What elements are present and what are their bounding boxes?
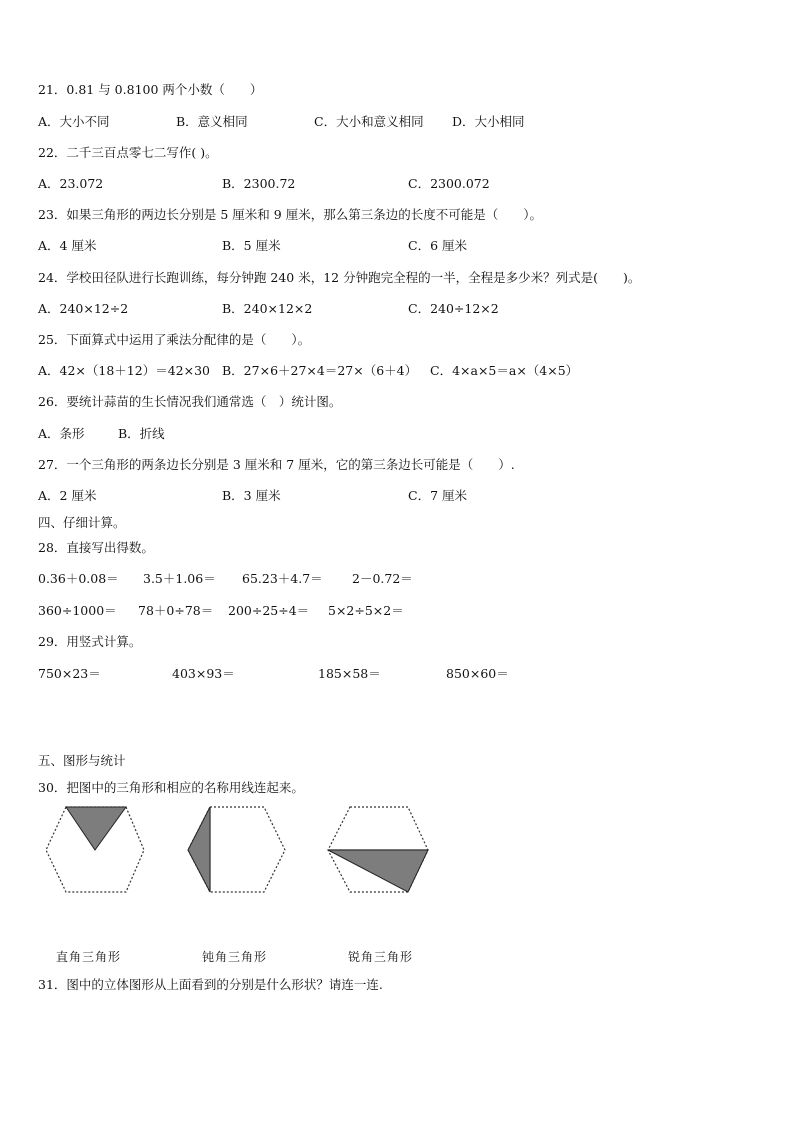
q28-expression: 78＋0÷78＝ [138,603,214,618]
q31-stem: 31．图中的立体图形从上面看到的分别是什么形状？请连一连. [38,977,383,992]
label-acute-triangle[interactable]: 锐角三角形 [348,950,414,964]
q26-option-b[interactable]: B．折线 [118,426,165,441]
obtuse-triangle-shape[interactable] [188,807,210,892]
q25-stem: 25．下面算式中运用了乘法分配律的是（ ）。 [38,332,311,347]
label-right-triangle[interactable]: 直角三角形 [56,950,122,964]
section-5-heading: 五、图形与统计 [38,753,126,768]
q27-option-a[interactable]: A．2 厘米 [38,488,97,503]
q28-expression: 360÷1000＝ [38,603,117,618]
q26-stem: 26．要统计蒜苗的生长情况我们通常选（ ）统计图。 [38,394,342,409]
q24-stem: 24．学校田径队进行长跑训练，每分钟跑 240 米，12 分钟跑完全程的一半，全程是多少米？列式是( )。 [38,270,641,285]
q28-expression: 200÷25÷4＝ [228,603,310,618]
q28-expression: 65.23＋4.7＝ [242,571,323,586]
q29-stem: 29．用竖式计算。 [38,634,142,649]
hexagon-figure-1 [40,798,152,898]
q30-stem: 30．把图中的三角形和相应的名称用线连起来。 [38,780,304,795]
q27-option-c[interactable]: C．7 厘米 [408,488,467,503]
q23-option-b[interactable]: B．5 厘米 [222,238,281,253]
q22-option-a[interactable]: A．23.072 [38,176,104,191]
q23-option-c[interactable]: C．6 厘米 [408,238,467,253]
right-triangle-shape[interactable] [66,807,126,850]
q27-option-b[interactable]: B．3 厘米 [222,488,281,503]
q23-option-a[interactable]: A．4 厘米 [38,238,97,253]
hexagon-figure-2 [180,798,292,898]
q24-option-a[interactable]: A．240×12÷2 [38,301,129,316]
q24-option-c[interactable]: C．240÷12×2 [408,301,499,316]
q23-stem: 23．如果三角形的两边长分别是 5 厘米和 9 厘米，那么第三条边的长度不可能是（ ）。 [38,207,542,222]
q21-option-d[interactable]: D．大小相同 [452,114,525,129]
q28-expression: 0.36＋0.08＝ [38,571,119,586]
q25-option-c[interactable]: C．4×a×5＝a×（4×5） [430,363,579,378]
q29-expression: 850×60＝ [446,666,509,681]
q28-stem: 28．直接写出得数。 [38,540,154,555]
q29-expression: 403×93＝ [172,666,235,681]
q25-option-a[interactable]: A．42×（18＋12）＝42×30 [38,363,211,378]
q26-option-a[interactable]: A．条形 [38,426,85,441]
q29-expression: 185×58＝ [318,666,381,681]
q28-expression: 2－0.72＝ [352,571,413,586]
section-4-heading: 四、仔细计算。 [38,515,126,530]
q22-option-b[interactable]: B．2300.72 [222,176,296,191]
label-obtuse-triangle[interactable]: 钝角三角形 [202,950,268,964]
q25-option-b[interactable]: B．27×6＋27×4＝27×（6＋4） [222,363,418,378]
q27-stem: 27．一个三角形的两条边长分别是 3 厘米和 7 厘米，它的第三条边长可能是（ ）. [38,457,515,472]
acute-triangle-shape[interactable] [328,850,428,892]
q21-stem: 21．0.81 与 0.8100 两个小数（ ） [38,82,263,97]
q22-option-c[interactable]: C．2300.072 [408,176,490,191]
q24-option-b[interactable]: B．240×12×2 [222,301,313,316]
q22-stem: 22．二千三百点零七二写作( )。 [38,145,218,160]
q21-option-b[interactable]: B．意义相同 [176,114,248,129]
q29-expression: 750×23＝ [38,666,101,681]
q21-option-a[interactable]: A．大小不同 [38,114,110,129]
q28-expression: 5×2÷5×2＝ [328,603,404,618]
hexagon-figure-3 [322,798,434,898]
q28-expression: 3.5＋1.06＝ [143,571,216,586]
q21-option-c[interactable]: C．大小和意义相同 [314,114,424,129]
